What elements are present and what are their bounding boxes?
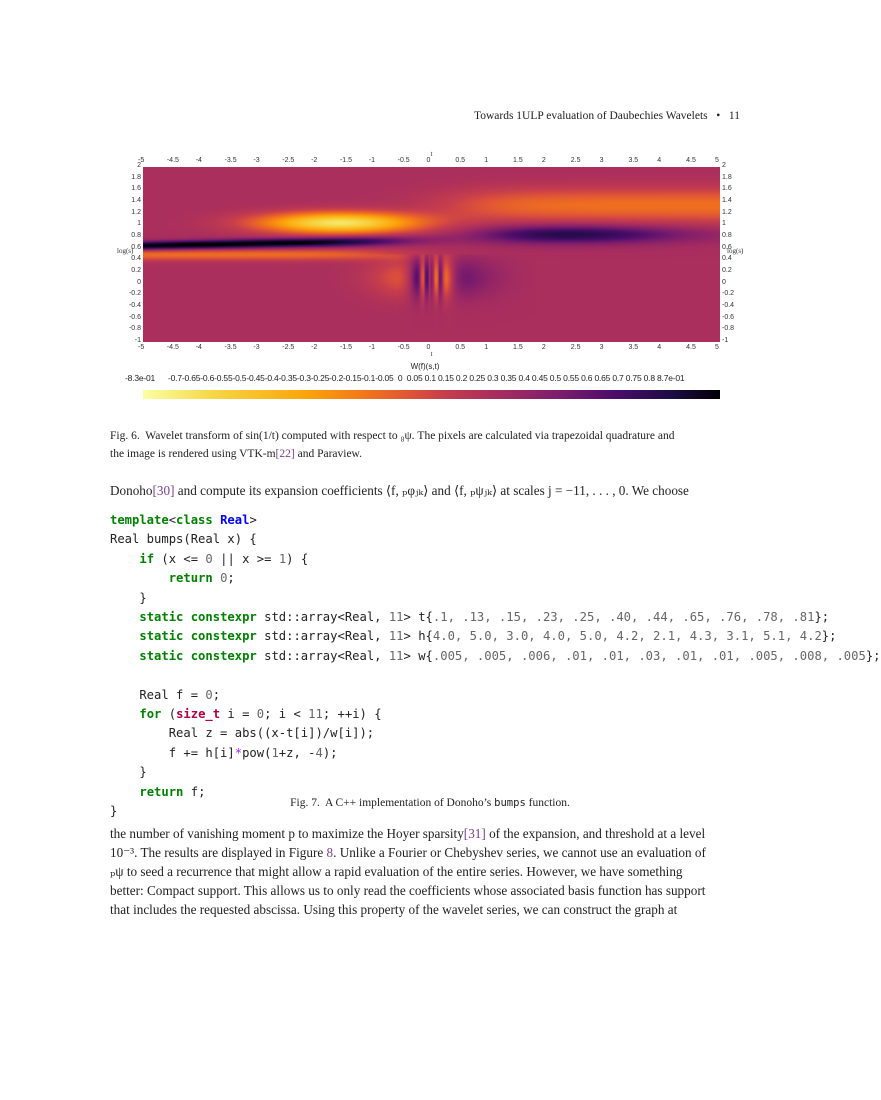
code-token: ;: [227, 571, 235, 586]
y-axis-label-left: log(s): [117, 246, 134, 255]
code-token: static constexpr: [139, 629, 257, 644]
x-tick-label-bottom: 3.5: [628, 344, 639, 351]
x-tick-label-top: 5: [715, 157, 719, 164]
code-token: 4.0, 5.0, 3.0, 4.0, 5.0, 4.2, 2.1, 4.3, 3.1, 5.1, 4.2: [432, 629, 822, 644]
code-token: }: [110, 590, 147, 605]
x-tick-label-top: -5: [138, 157, 145, 164]
code-token: if: [139, 551, 155, 566]
caption-text: the image is rendered using VTK-m: [110, 448, 276, 460]
code-line: [110, 724, 881, 743]
code-token: pow(: [242, 745, 272, 760]
x-tick-label-bottom: -1: [368, 344, 376, 351]
citation-link[interactable]: [30]: [152, 483, 175, 498]
colorbar: [143, 390, 720, 399]
x-tick-label-bottom: -2.5: [282, 344, 295, 351]
code-token: f;: [183, 784, 206, 799]
code-token: [110, 649, 139, 663]
y-tick-label-right: 0: [722, 278, 726, 286]
text: Donoho: [110, 483, 153, 498]
text: of the expansion, and threshold at a level: [485, 826, 706, 841]
y-tick-label-right: 0.4: [722, 255, 732, 263]
code-token: std::array<Real,: [256, 629, 389, 644]
y-tick-label-right: 1.8: [722, 173, 732, 181]
paragraph: [110, 824, 750, 919]
text: ₚψ to seed a recurrence that might allow a rapid evaluation of the entire series. However, we have something: [110, 864, 683, 879]
code-line: [110, 511, 881, 530]
code-token: <: [168, 513, 177, 527]
code-line: [110, 550, 881, 569]
y-axis-label-right: log(s): [727, 246, 744, 255]
code-token: };: [821, 629, 837, 644]
x-tick-label-bottom: 1.5: [513, 344, 523, 351]
code-line: [110, 744, 881, 763]
code-token: .005, .005, .006, .01, .01, .03, .01, .01, .005, .008, .005: [432, 648, 866, 663]
y-tick-label-right: 0.8: [722, 232, 732, 239]
running-header: [474, 110, 740, 122]
y-tick-label-left: 1.4: [131, 197, 141, 204]
x-tick-label-bottom: -3: [253, 344, 260, 351]
x-tick-label-top: -1: [368, 157, 376, 164]
code-token: static constexpr: [139, 610, 257, 625]
wavelet-heatmap: [143, 167, 720, 342]
x-tick-label-bottom: 0.5: [455, 344, 466, 351]
code-line: [110, 530, 881, 549]
code-token: static constexpr: [139, 648, 257, 663]
x-tick-label-top: -2: [311, 157, 318, 164]
y-tick-label-left: 0.6: [131, 243, 141, 251]
text: better: Compact support. This allows us to only read the coefficients whose associated basis function has support: [110, 883, 706, 898]
x-tick-label-bottom: 0: [426, 344, 431, 351]
code-token: 11: [388, 648, 404, 663]
code-token: [110, 552, 139, 566]
y-tick-label-left: -0.8: [128, 325, 141, 333]
header-bullet: •: [716, 110, 721, 122]
citation-link[interactable]: [22]: [275, 448, 295, 460]
figure-link[interactable]: 8: [326, 845, 334, 860]
x-tick-label-bottom: 1: [484, 344, 489, 351]
caption-code: bumps: [494, 797, 526, 809]
code-token: 11: [388, 610, 404, 625]
x-tick-label-top: 3.5: [628, 157, 639, 164]
x-tick-label-bottom: -0.5: [397, 344, 410, 351]
x-tick-label-bottom: -4: [195, 344, 202, 351]
x-tick-label-top: 0: [426, 157, 431, 164]
figure6-caption: [110, 427, 750, 463]
code-token: > h{: [403, 629, 433, 644]
x-tick-label-bottom: -3.5: [224, 344, 237, 351]
x-axis-label-top: t: [430, 150, 433, 158]
code-token: i =: [220, 707, 257, 722]
x-tick-label-top: -4: [195, 157, 202, 164]
code-token: 0: [220, 571, 228, 586]
caption-text: and Paraview.: [294, 448, 362, 460]
citation-link[interactable]: [31]: [463, 826, 486, 841]
code-token: };: [865, 648, 881, 663]
y-tick-label-left: 1.8: [131, 173, 141, 181]
code-line: [110, 589, 881, 608]
x-tick-label-bottom: 4.5: [686, 344, 696, 351]
paragraph: [110, 481, 750, 500]
x-tick-label-top: -1.5: [339, 157, 352, 164]
code-token: 0: [205, 551, 213, 566]
code-token: .1, .13, .15, .23, .25, .40, .44, .65, .76, .78, .81: [432, 610, 815, 625]
y-tick-label-left: 0: [137, 278, 141, 286]
code-token: Real f =: [110, 687, 206, 702]
x-tick-label-top: 4.5: [686, 157, 696, 164]
code-line: [110, 763, 881, 782]
x-tick-label-top: 2: [541, 157, 546, 164]
x-tick-label-bottom: 5: [715, 344, 719, 351]
y-tick-label-right: 1: [722, 220, 726, 228]
x-tick-label-top: -3.5: [224, 157, 237, 164]
x-tick-label-bottom: 2: [541, 344, 546, 351]
caption-label: Fig. 7.: [290, 797, 320, 809]
x-axis-label-bottom: t: [430, 350, 433, 358]
code-token: [213, 513, 220, 527]
y-tick-label-left: 0.2: [131, 267, 141, 274]
code-token: *: [234, 745, 243, 760]
y-tick-label-right: 1.2: [722, 208, 732, 216]
x-tick-label-top: -0.5: [397, 157, 410, 164]
code-token: ; i <: [264, 707, 309, 722]
x-tick-label-bottom: -1.5: [339, 344, 352, 351]
code-token: 4: [315, 745, 323, 760]
code-token: [213, 571, 220, 585]
y-tick-label-right: -1: [722, 337, 729, 344]
code-token: }: [110, 804, 118, 819]
code-token: (: [161, 707, 177, 722]
y-tick-label-left: 2: [137, 162, 141, 169]
y-tick-label-right: -0.6: [722, 313, 735, 321]
code-token: std::array<Real,: [256, 610, 389, 625]
x-tick-label-top: 3: [599, 157, 604, 164]
code-token: || x >=: [212, 551, 279, 566]
x-tick-label-bottom: 4: [657, 344, 662, 351]
code-listing: [110, 511, 881, 821]
y-tick-label-right: 1.6: [722, 185, 732, 193]
x-tick-label-bottom: 2.5: [570, 344, 581, 351]
code-token: 1: [278, 551, 287, 566]
colorbar-labels: -8.3e-01 -0.7-0.65-0.6-0.55-0.5-0.45-0.4-0.35-0.3-0.25-0.2-0.15-0.1-0.05 0 0.05 0.1 0.15 0.2 0.25 0.3 0.35 0.4 0.45 0.5 0.55 0.6 0.65 0.7 0.75 0.8 8.7e-01: [125, 373, 685, 383]
x-tick-label-bottom: 3: [599, 344, 604, 351]
text: the number of vanishing moment p to maximize the Hoyer sparsity: [110, 826, 464, 841]
x-tick-label-top: 1: [484, 157, 489, 164]
y-tick-label-left: 1: [137, 220, 141, 228]
code-token: Real z = abs((x-t[i])/w[i]);: [110, 726, 375, 741]
caption-text: function.: [525, 797, 570, 809]
y-tick-label-right: 1.4: [722, 197, 732, 204]
x-tick-label-bottom: -2: [311, 344, 318, 351]
code-token: Real bumps(Real x) {: [110, 532, 257, 547]
code-token: [110, 629, 139, 643]
code-line: [110, 608, 881, 627]
y-tick-label-right: 0.6: [722, 243, 732, 251]
code-token: [110, 610, 139, 624]
code-token: f += h[i]: [110, 745, 235, 760]
code-line: [110, 569, 881, 588]
code-line: [110, 705, 881, 724]
code-token: ) {: [286, 551, 309, 566]
code-token: template: [110, 513, 169, 527]
x-tick-label-top: 0.5: [455, 157, 466, 164]
y-tick-label-left: -1: [134, 337, 141, 344]
y-tick-label-left: -0.6: [128, 313, 141, 321]
code-token: 1: [271, 745, 279, 760]
x-tick-label-top: 1.5: [513, 157, 523, 164]
code-token: >: [249, 513, 257, 527]
x-tick-label-bottom: -4.5: [166, 344, 179, 351]
code-token: };: [814, 610, 830, 625]
code-token: std::array<Real,: [256, 648, 389, 663]
text: that includes the requested abscissa. Using this property of the wavelet series, we can construct the graph at: [110, 902, 678, 917]
x-tick-label-top: 2.5: [570, 157, 581, 164]
x-tick-label-top: -3: [253, 157, 260, 164]
colorbar-title: W(f)(s,t): [410, 362, 440, 371]
y-tick-label-left: -0.4: [128, 302, 141, 309]
y-tick-label-right: -0.4: [722, 302, 735, 309]
code-token: class: [176, 513, 213, 527]
y-tick-label-left: 0.8: [131, 232, 141, 239]
code-token: [110, 707, 139, 721]
code-token: 11: [308, 707, 323, 722]
code-line: [110, 627, 881, 646]
y-tick-label-left: 1.2: [131, 208, 141, 216]
code-token: for: [139, 707, 162, 722]
y-tick-label-right: 2: [722, 162, 726, 169]
code-token: 0: [205, 687, 213, 702]
caption-text: Wavelet transform of sin(1/t) computed with respect to ₈ψ. The pixels are calculated via trapezoidal quadrature and: [145, 430, 675, 442]
y-tick-label-right: -0.2: [722, 290, 735, 298]
code-token: > w{: [403, 648, 433, 663]
y-tick-label-right: -0.8: [722, 325, 735, 333]
y-tick-label-left: 0.4: [131, 255, 141, 263]
y-tick-label-left: 1.6: [131, 185, 141, 193]
figure7-caption: [110, 794, 750, 812]
code-token: +z, -: [278, 745, 316, 760]
code-line: [110, 666, 881, 685]
y-tick-label-right: 0.2: [722, 267, 732, 274]
code-token: ; ++i) {: [322, 707, 382, 722]
text: 10⁻³. The results are displayed in Figure: [110, 845, 327, 860]
code-token: return: [139, 784, 184, 799]
y-tick-label-left: -0.2: [128, 290, 141, 298]
code-token: [110, 571, 169, 585]
code-token: size_t: [176, 707, 221, 722]
code-line: [110, 647, 881, 666]
code-line: [110, 686, 881, 705]
code-token: );: [322, 745, 338, 760]
text: and compute its expansion coefficients ⟨f, ₚφⱼₖ⟩ and ⟨f, ₚψⱼₖ⟩ at scales j = −11, . . . , 0. We choose: [174, 483, 689, 498]
code-token: 11: [388, 629, 404, 644]
header-title: Towards 1ULP evaluation of Daubechies Wavelets: [474, 110, 708, 122]
code-token: }: [110, 765, 147, 780]
text: . Unlike a Fourier or Chebyshev series, we cannot use an evaluation of: [333, 845, 706, 860]
caption-label: Fig. 6.: [110, 430, 140, 442]
code-token: Real: [220, 513, 250, 527]
code-token: > t{: [403, 610, 433, 625]
code-token: (x <=: [154, 551, 206, 566]
code-token: return: [168, 571, 213, 586]
code-token: ;: [212, 687, 221, 702]
x-tick-label-top: -2.5: [282, 157, 295, 164]
code-token: 0: [256, 707, 265, 722]
x-tick-label-top: 4: [657, 157, 662, 164]
caption-text: A C++ implementation of Donoho’s: [324, 797, 495, 809]
page-number: 11: [728, 110, 740, 122]
heatmap-canvas: [143, 167, 720, 342]
x-tick-label-top: -4.5: [166, 157, 179, 164]
x-tick-label-bottom: -5: [138, 344, 145, 351]
